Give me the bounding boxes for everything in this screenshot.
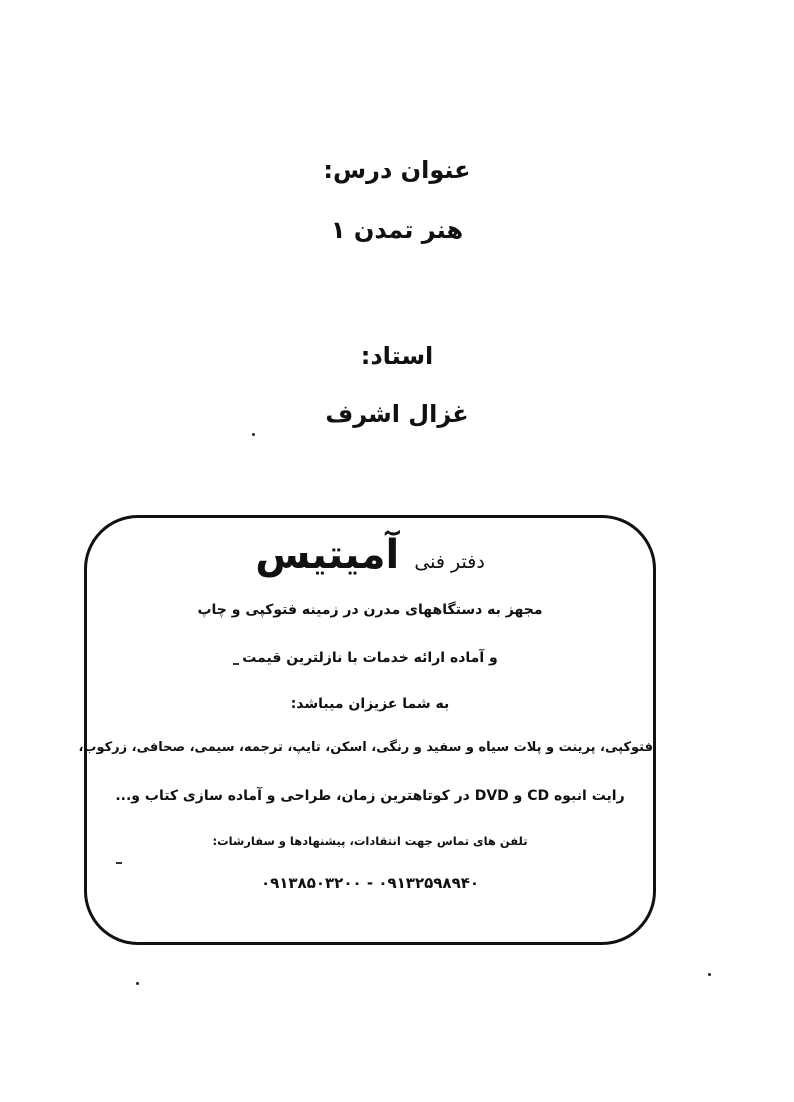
ad-line-services-2: رایت انبوه CD و DVD در کوتاهترین زمان، طراحی و آماده سازی کتاب و... [115,788,625,804]
advertisement-box [78,515,656,945]
scan-speck [708,973,711,976]
scan-dash [233,663,239,665]
course-title: هنر تمدن ۱ [330,216,464,244]
ad-line-equipped: مجهز به دستگاههای مدرن در زمینه فتوکپی و چاپ [197,602,543,618]
scan-speck [136,982,139,985]
ad-prefix: دفتر فنی [414,551,485,573]
teacher-name: غزال اشرف [325,400,469,428]
ad-line-services: فتوکپی، پرینت و پلات سیاه و سفید و رنگی، اسکن، تایپ، ترجمه، سیمی، صحافی، زرکوب، [78,740,653,755]
ad-line-ready: و آماده ارائه خدمات با نازلترین قیمت [242,650,498,666]
ad-heading [87,532,653,578]
scan-dash [116,862,122,864]
ad-line-you: به شما عزیزان میباشد: [290,696,450,712]
teacher-label: استاد: [360,342,434,370]
scan-speck [252,433,255,436]
course-label: عنوان درس: [323,156,471,184]
ad-phone-numbers: ۰۹۱۳۲۵۹۸۹۴۰ - ۰۹۱۳۸۵۰۳۲۰۰ [260,874,480,892]
ad-line-contact: تلفن های تماس جهت انتقادات، پیشنهادها و سفارشات: [212,834,528,848]
ad-brand-name: آمیتیس [255,532,400,578]
